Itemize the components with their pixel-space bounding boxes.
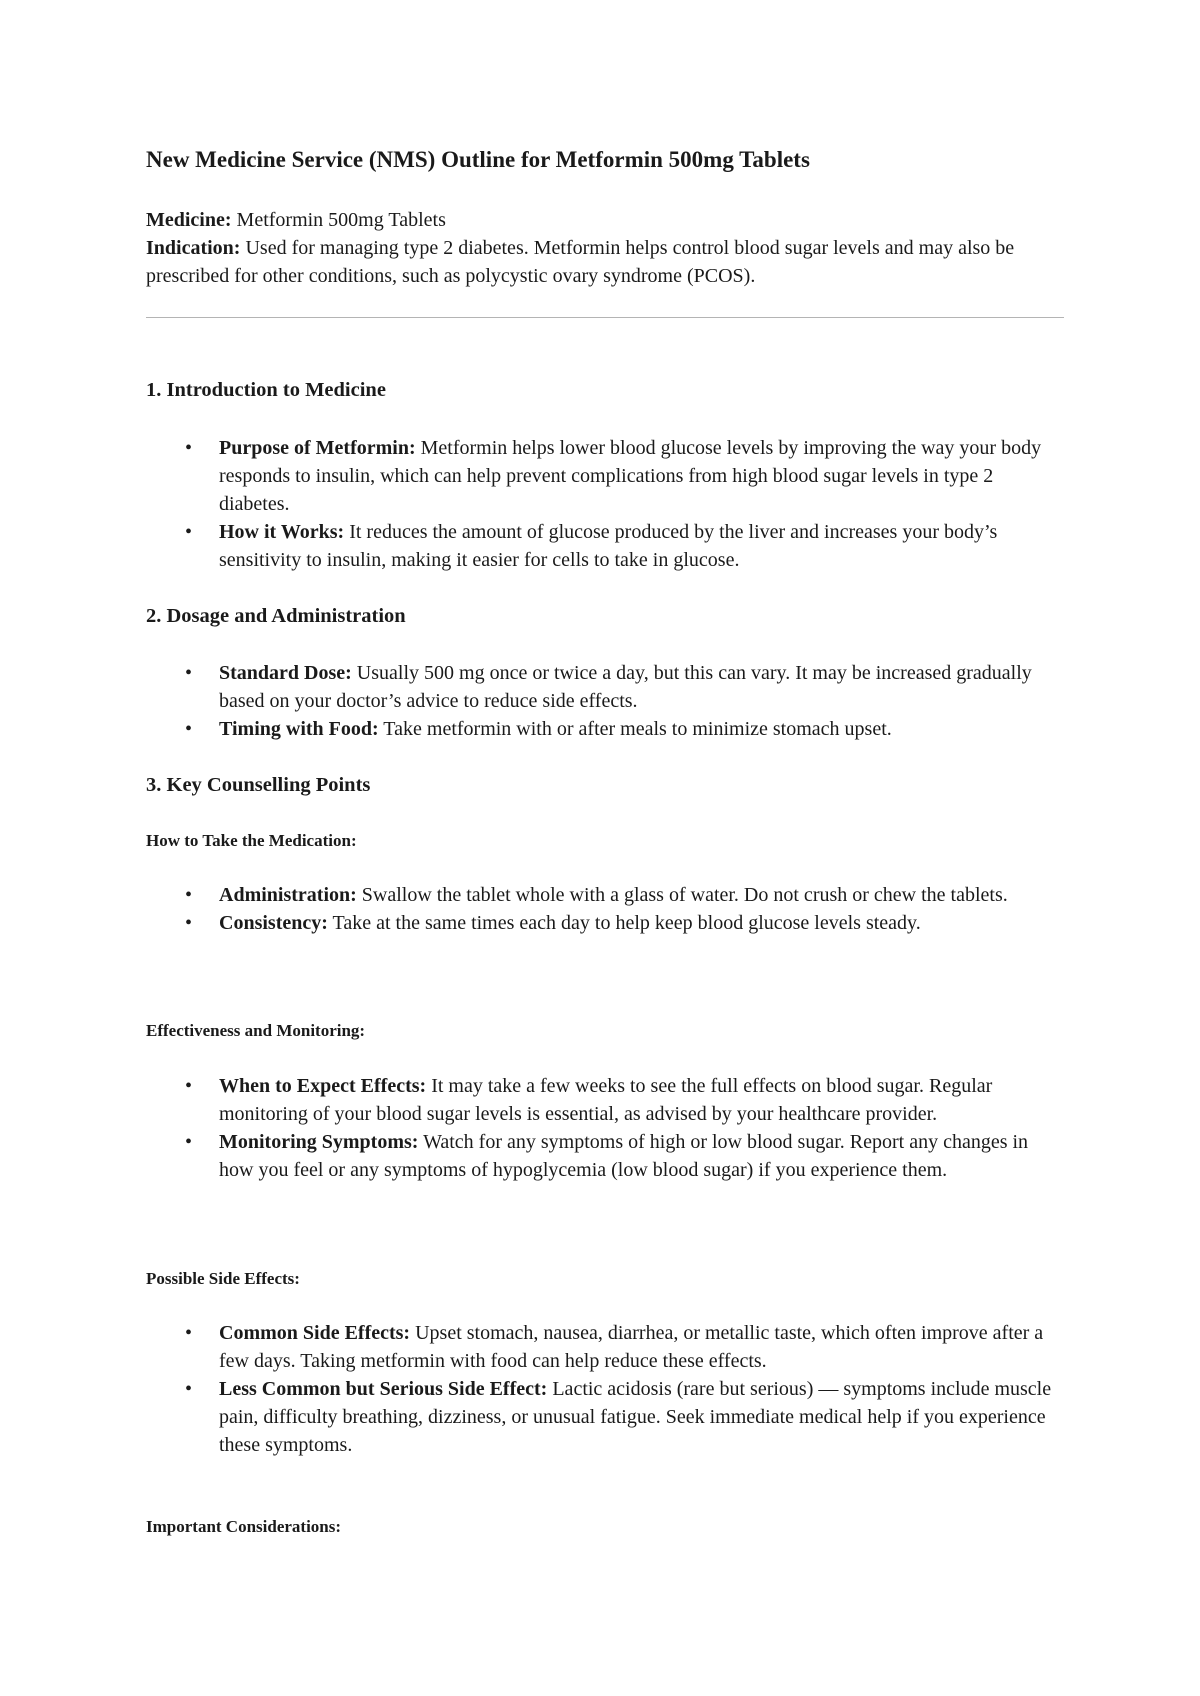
item-text: Usually 500 mg once or twice a day, but this can vary. It may be increased gradually based on your doctor’s advice to reduce side effects. <box>219 662 1032 712</box>
section-heading-introduction: 1. Introduction to Medicine <box>146 379 386 401</box>
bullet: • <box>185 1322 193 1344</box>
indication-value: Used for managing type 2 diabetes. Metformin helps control blood sugar levels and may also be prescribed for other conditions, such as polycystic ovary syndrome (PCOS). <box>146 237 1015 287</box>
effectiveness-list <box>146 1072 1064 1184</box>
item-label: How it Works: <box>219 521 345 543</box>
list-item <box>146 1375 1064 1459</box>
section-heading-dosage: 2. Dosage and Administration <box>146 605 406 627</box>
introduction-list <box>146 434 1064 574</box>
bullet: • <box>185 437 193 459</box>
item-text: Swallow the tablet whole with a glass of water. Do not crush or chew the tablets. <box>356 884 1008 906</box>
item-text: Take at the same times each day to help keep blood glucose levels steady. <box>327 912 921 934</box>
bullet: • <box>185 1131 193 1153</box>
list-item <box>146 518 1064 574</box>
medicine-value: Metformin 500mg Tablets <box>231 209 446 231</box>
item-label: Purpose of Metformin: <box>219 437 416 459</box>
subheading-considerations: Important Considerations: <box>146 1517 342 1536</box>
item-label: Common Side Effects: <box>219 1322 411 1344</box>
item-label: Standard Dose: <box>219 662 352 684</box>
list-item <box>146 1072 1064 1128</box>
item-text: Metformin helps lower blood glucose levels by improving the way your body responds to insulin, which can help prevent complications from high blood sugar levels in type 2 diabetes. <box>219 437 1042 515</box>
item-label: Less Common but Serious Side Effect: <box>219 1378 548 1400</box>
bullet: • <box>185 521 193 543</box>
item-label: Monitoring Symptoms: <box>219 1131 419 1153</box>
item-text: Watch for any symptoms of high or low blood sugar. Report any changes in how you feel or any symptoms of hypoglycemia (low blood sugar) if you experience them. <box>219 1131 1029 1181</box>
subheading-side-effects: Possible Side Effects: <box>146 1269 300 1288</box>
list-item <box>146 715 1064 743</box>
section-heading-counselling: 3. Key Counselling Points <box>146 774 371 796</box>
subheading-how-to-take: How to Take the Medication: <box>146 831 357 850</box>
medicine-label: Medicine: <box>146 209 232 231</box>
item-label: Administration: <box>219 884 357 906</box>
list-item <box>146 1128 1064 1184</box>
bullet: • <box>185 718 193 740</box>
side-effects-list <box>146 1319 1064 1459</box>
subheading-effectiveness: Effectiveness and Monitoring: <box>146 1021 366 1040</box>
indication-label: Indication: <box>146 237 241 259</box>
list-item <box>146 1319 1064 1375</box>
item-label: Timing with Food: <box>219 718 379 740</box>
item-text: It reduces the amount of glucose produced by the liver and increases your body’s sensitivity to insulin, making it easier for cells to take in glucose. <box>219 521 998 571</box>
bullet: • <box>185 662 193 684</box>
medicine-info <box>146 206 1064 290</box>
item-text: Lactic acidosis (rare but serious) — symptoms include muscle pain, difficulty breathing, dizziness, or unusual fatigue. Seek immediate medical help if you experience these symptoms. <box>219 1378 1052 1456</box>
dosage-list <box>146 659 1064 743</box>
list-item <box>146 909 1064 937</box>
indication-line <box>146 234 1064 290</box>
list-item <box>146 434 1064 518</box>
how-to-take-list <box>146 881 1064 937</box>
bullet: • <box>185 912 193 934</box>
item-text: Upset stomach, nausea, diarrhea, or metallic taste, which often improve after a few days. Taking metformin with food can help reduce these effects. <box>219 1322 1044 1372</box>
bullet: • <box>185 884 193 906</box>
item-text: Take metformin with or after meals to minimize stomach upset. <box>378 718 892 740</box>
bullet: • <box>185 1075 193 1097</box>
item-label: When to Expect Effects: <box>219 1075 427 1097</box>
horizontal-rule <box>146 317 1064 318</box>
document-title: New Medicine Service (NMS) Outline for Metformin 500mg Tablets <box>146 147 810 172</box>
list-item <box>146 659 1064 715</box>
bullet: • <box>185 1378 193 1400</box>
item-text: It may take a few weeks to see the full effects on blood sugar. Regular monitoring of your blood sugar levels is essential, as advised by your healthcare provider. <box>219 1075 993 1125</box>
medicine-line <box>146 206 1064 234</box>
item-label: Consistency: <box>219 912 328 934</box>
list-item <box>146 881 1064 909</box>
